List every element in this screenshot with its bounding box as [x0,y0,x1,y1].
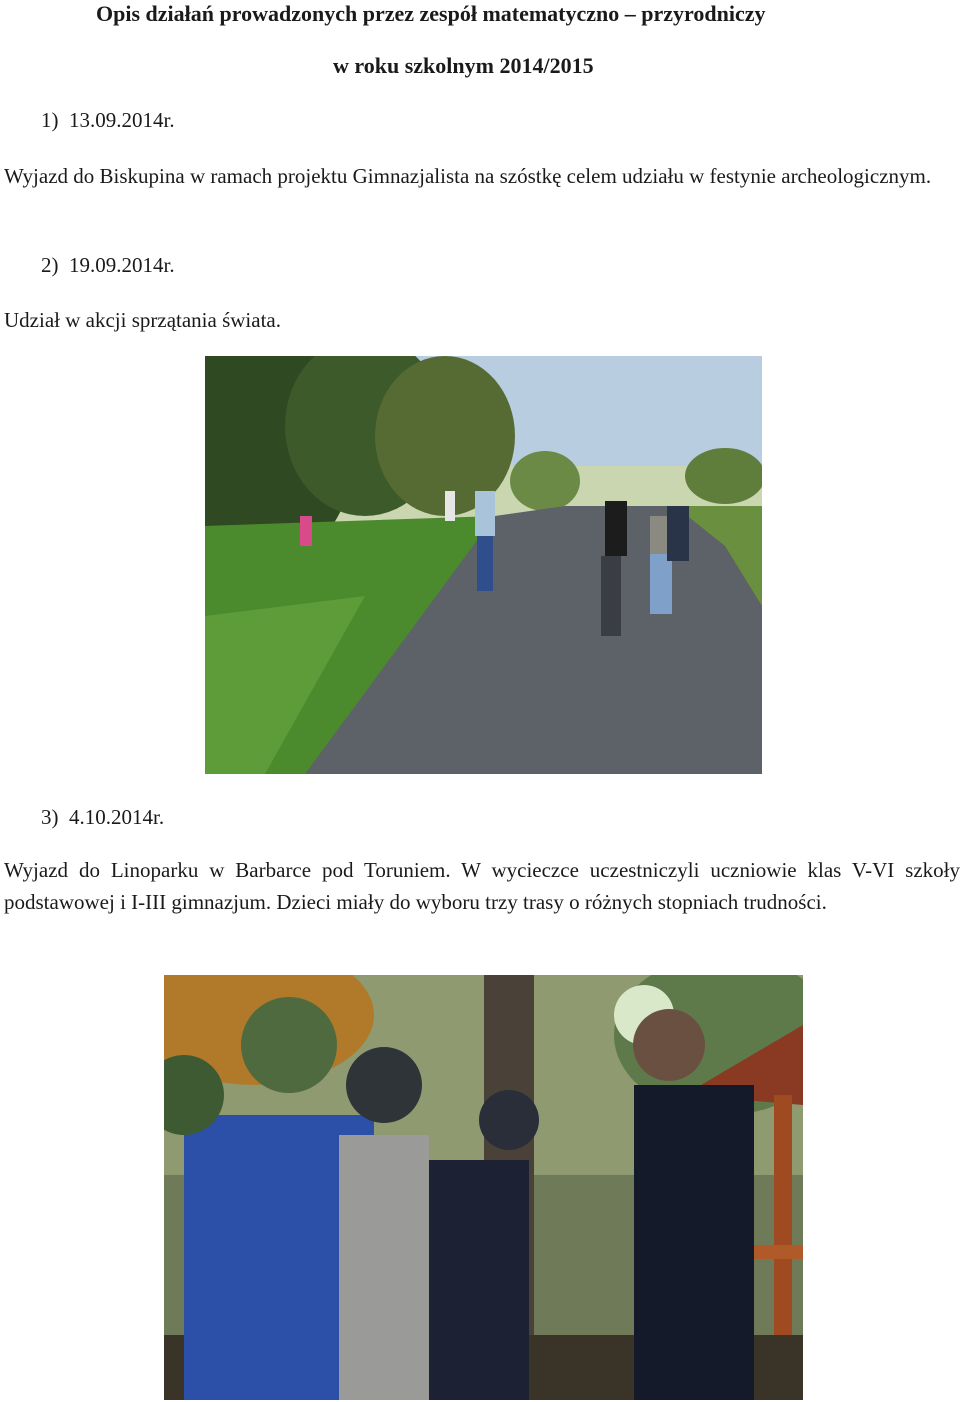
entry-number: 3) [41,805,59,829]
entry-2-heading [41,249,175,281]
entry-date: 13.09.2014r. [69,108,175,132]
entry-1-text: Wyjazd do Biskupina w ramach projektu Gimnazjalista na szóstkę celem udziału w festynie archeologicznym. [4,164,932,188]
cleanup-photo [205,356,762,774]
entry-date: 19.09.2014r. [69,253,175,277]
document-title: Opis działań prowadzonych przez zespół matematyczno – przyrodniczy [96,1,766,26]
entry-number: 2) [41,253,59,277]
ropepark-photo [164,975,803,1400]
entry-date: 4.10.2014r. [69,805,165,829]
document-subtitle: w roku szkolnym 2014/2015 [333,53,594,78]
entry-1-heading [41,104,175,136]
entry-number: 1) [41,108,59,132]
entry-2-text: Udział w akcji sprzątania świata. [4,308,281,332]
entry-3-text: Wyjazd do Linoparku w Barbarce pod Toruniem. W wycieczce uczestniczyli uczniowie klas V-VI szkoły podstawowej i I-III gimnazjum. Dzieci miały do wyboru trzy trasy o różnych stopniach trudności. [4,858,960,914]
entry-3-heading [41,801,164,833]
